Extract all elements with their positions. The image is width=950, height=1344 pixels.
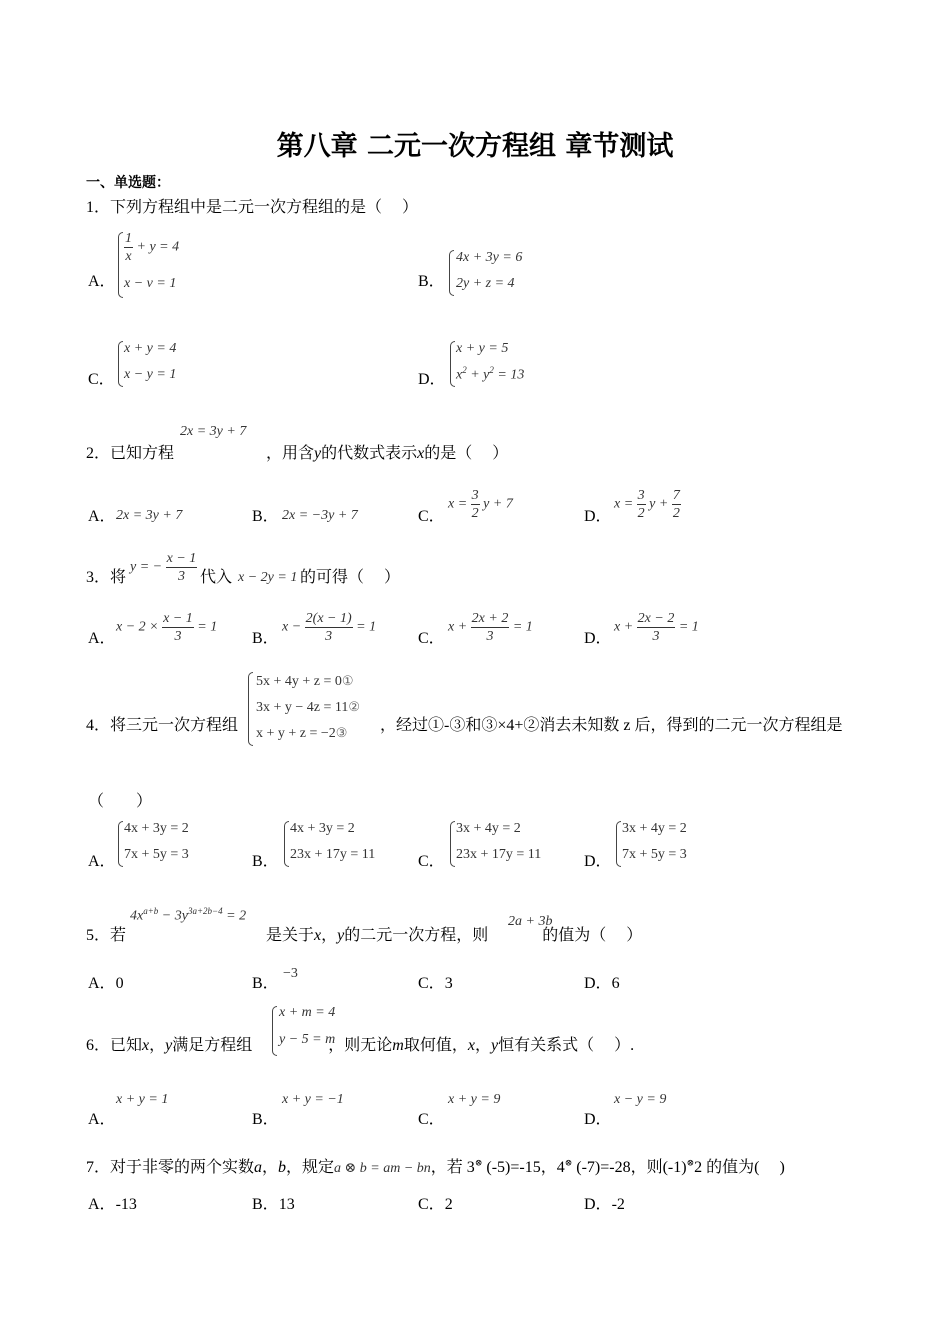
equation-1: x + y = 4 bbox=[124, 341, 177, 356]
option-label: A． bbox=[88, 508, 116, 525]
option-label: A． bbox=[88, 630, 116, 647]
given-equation: 2x = 3y + 7 bbox=[180, 424, 247, 439]
system-brace bbox=[616, 821, 621, 867]
option-label: C． bbox=[418, 1111, 445, 1128]
system-brace bbox=[118, 821, 123, 867]
section-heading: 一、单选题： bbox=[86, 175, 170, 191]
option-expression: 2x = −3y + 7 bbox=[282, 508, 358, 523]
option-label: C．3 bbox=[418, 975, 453, 992]
option-expression: x − $\frac{2(x - 1)}{3}$ = 1 bbox=[282, 611, 377, 644]
option-label: C．2 bbox=[418, 1196, 453, 1213]
system-brace bbox=[449, 250, 454, 296]
equation-1: x + m = 4 bbox=[279, 1005, 336, 1020]
system-brace bbox=[284, 821, 289, 867]
system-brace bbox=[118, 232, 123, 298]
option-label: C． bbox=[418, 630, 445, 647]
equation-2: 23x + 17y = 11 bbox=[290, 847, 376, 862]
option-label: B．13 bbox=[252, 1196, 295, 1213]
answer-paren: （ ） bbox=[88, 793, 153, 810]
system-brace bbox=[450, 821, 455, 867]
question-4-stem-a: 4．将三元一次方程组 bbox=[86, 717, 239, 734]
question-3-stem: 3．将 代入 的可得（ ） bbox=[86, 569, 401, 586]
equation-1: 3x + 4y = 2 bbox=[622, 821, 687, 836]
equation-2: 3x + y − 4z = 11② bbox=[256, 699, 361, 715]
option-label: B． bbox=[252, 508, 279, 525]
option-expression: x + y = −1 bbox=[282, 1092, 344, 1107]
option-label: B． bbox=[252, 1111, 279, 1128]
option-label: D． bbox=[584, 630, 612, 647]
equation-1: x + y = 5 bbox=[456, 341, 509, 356]
option-label: D． bbox=[584, 853, 612, 870]
question-2-stem: 2．已知方程 ，用含y的代数式表示x的是（ ） bbox=[86, 445, 509, 462]
equation-3: x + y + z = −2③ bbox=[256, 725, 348, 741]
option-label: C． bbox=[418, 508, 445, 525]
equation-2: 23x + 17y = 11 bbox=[456, 847, 542, 862]
option-expression: x − y = 9 bbox=[614, 1092, 667, 1107]
option-label: A． bbox=[88, 1111, 116, 1128]
question-7-stem: 7．对于非零的两个实数a，b，规定a ⊗ b = am − bn，若 3⊗ (-5)=-15，4⊗ (-7)=-28，则(-1)⊗2 的值为( ) bbox=[86, 1157, 785, 1176]
option-label: D． bbox=[584, 1111, 612, 1128]
option-label: D．6 bbox=[584, 975, 620, 992]
option-expression: 2x = 3y + 7 bbox=[116, 508, 183, 523]
equation-1: 4x + 3y = 2 bbox=[124, 821, 189, 836]
option-label: A．0 bbox=[88, 975, 124, 992]
option-label: B． bbox=[252, 853, 279, 870]
option-label: D． bbox=[584, 508, 612, 525]
substitution-expression: y = − $\frac{x - 1}{3}$ bbox=[130, 551, 197, 584]
equation-2: x − y = 1 bbox=[124, 367, 177, 382]
question-4-stem-b: ，经过①-③和③×4+②消去未知数 z 后，得到的二元一次方程组是 bbox=[380, 717, 843, 734]
option-expression: x − 2 × $\frac{x - 1}{3}$ = 1 bbox=[116, 611, 218, 644]
option-expression: x = $\frac{3}{2}$ y + 7 bbox=[448, 488, 513, 521]
system-brace bbox=[248, 672, 253, 746]
equation-1: 4x + 3y = 6 bbox=[456, 250, 523, 265]
equation-2: $x^2 + y^2 = 13$ bbox=[456, 365, 525, 383]
given-equation: $4x^{a+b} - 3y^{3a+2b-4} = 2$ bbox=[130, 906, 247, 924]
option-label: D． bbox=[418, 371, 446, 388]
option-label: C． bbox=[88, 371, 115, 388]
equation-2: x − v = 1 bbox=[124, 276, 177, 291]
question-6-stem: 6．已知x，y满足方程组 ，则无论m取何值，x，y恒有关系式（ ）. bbox=[86, 1037, 635, 1054]
system-brace bbox=[272, 1006, 277, 1056]
system-brace bbox=[450, 341, 455, 387]
option-expression: x + y = 1 bbox=[116, 1092, 169, 1107]
equation-2: 7x + 5y = 3 bbox=[124, 847, 189, 862]
question-1-stem: 1．下列方程组中是二元一次方程组的是（ ） bbox=[86, 199, 419, 216]
option-label: D．-2 bbox=[584, 1196, 625, 1213]
option-label: A．-13 bbox=[88, 1196, 137, 1213]
option-label: B． bbox=[252, 975, 279, 992]
equation-2: 7x + 5y = 3 bbox=[622, 847, 687, 862]
question-5-stem: 5．若 是关于x，y的二元一次方程，则 的值为（ ） bbox=[86, 927, 643, 944]
option-value: −3 bbox=[283, 966, 298, 981]
option-expression: x + $\frac{2x + 2}{3}$ = 1 bbox=[448, 611, 533, 644]
equation-1: 5x + 4y + z = 0① bbox=[256, 673, 354, 689]
page-title: 第八章 二元一次方程组 章节测试 bbox=[276, 131, 674, 162]
option-label: A． bbox=[88, 273, 116, 290]
equation-1: 3x + 4y = 2 bbox=[456, 821, 521, 836]
option-label: B． bbox=[252, 630, 279, 647]
system-brace bbox=[118, 341, 123, 387]
option-expression: x + $\frac{2x - 2}{3}$ = 1 bbox=[614, 611, 699, 644]
target-expression: 2a + 3b bbox=[508, 914, 553, 929]
option-expression: x + y = 9 bbox=[448, 1092, 501, 1107]
equation-1: 4x + 3y = 2 bbox=[290, 821, 355, 836]
option-label: B． bbox=[418, 273, 445, 290]
equation-2: 2y + z = 4 bbox=[456, 276, 515, 291]
option-label: C． bbox=[418, 853, 445, 870]
equation-1: $\frac{1}{x}$ + y = 4 bbox=[125, 231, 180, 264]
equation-2: y − 5 = m bbox=[279, 1032, 336, 1047]
target-equation: x − 2y = 1 bbox=[238, 570, 298, 585]
option-expression: x = $\frac{3}{2}$ y + $\frac{7}{2}$ bbox=[614, 488, 680, 521]
option-label: A． bbox=[88, 853, 116, 870]
